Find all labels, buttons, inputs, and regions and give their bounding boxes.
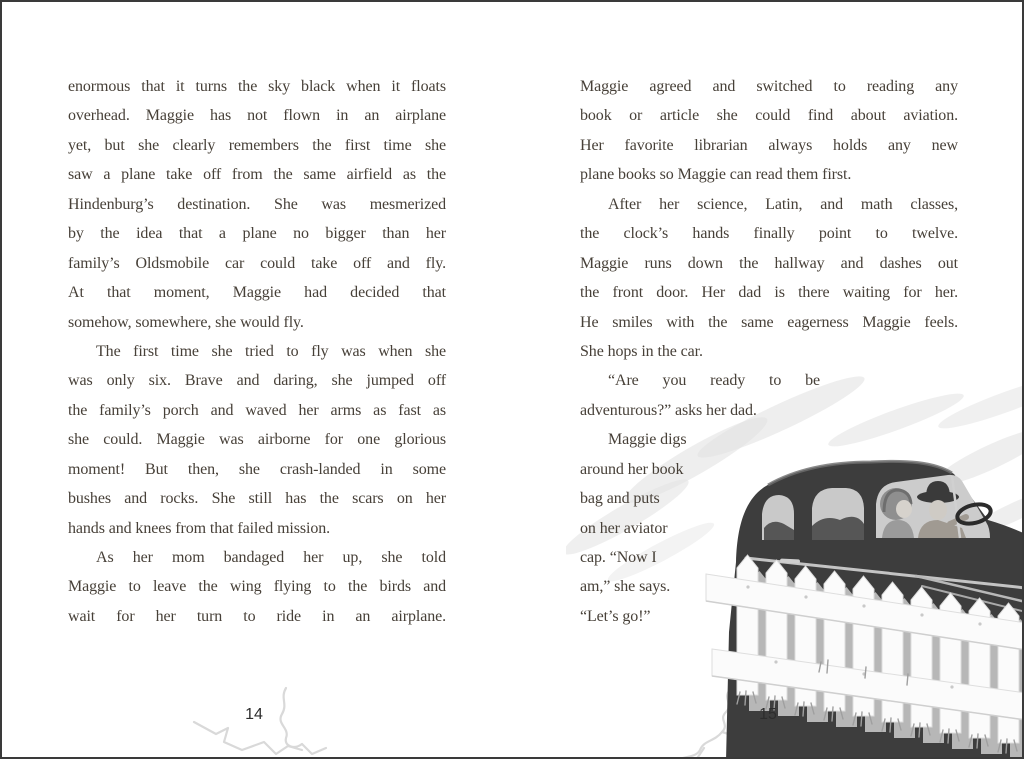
text-line: adventurous?” asks her dad. — [580, 401, 757, 419]
text-line: After her science, Latin, and math classes, — [608, 195, 958, 213]
text-line: enormous that it turns the sky black when it floats — [68, 78, 446, 95]
text-line: somehow, somewhere, she would fly. — [68, 313, 304, 331]
text-line: The first time she tried to fly was when she — [96, 342, 446, 360]
text-line: am,” she says. — [580, 578, 671, 596]
text-line: Her favorite librarian always holds any new — [580, 136, 958, 154]
text-line: wait for her turn to ride in an airplane. — [68, 607, 446, 625]
text-line: saw a plane take off from the same airfield as the — [68, 166, 446, 184]
text-line: was only six. Brave and daring, she jumped off — [68, 372, 446, 390]
text-line: plane books so Maggie can read them first. — [580, 166, 852, 184]
text-line: around her book — [580, 460, 684, 478]
text-line: she could. Maggie was airborne for one glorious — [68, 431, 446, 449]
text-line: Hindenburg’s destination. She was mesmerized — [68, 195, 446, 213]
right-page-text — [580, 72, 958, 631]
text-line: the family’s porch and waved her arms as fast as — [68, 401, 446, 419]
text-line: Maggie digs — [608, 431, 687, 449]
text-line: He smiles with the same eagerness Maggie feels. — [580, 313, 958, 331]
text-line: by the idea that a plane no bigger than her — [68, 225, 446, 243]
left-page-text — [68, 72, 446, 631]
text-line: hands and knees from that failed mission. — [68, 519, 331, 537]
text-line: Maggie to leave the wing flying to the birds and — [68, 578, 446, 596]
page-number-left: 14 — [245, 706, 263, 723]
text-line: “Are you ready to be — [608, 372, 820, 390]
text-line: book or article she could find about aviation. — [580, 107, 958, 125]
text-line: the front door. Her dad is there waiting for her. — [580, 284, 958, 302]
text-line: yet, but she clearly remembers the first time she — [68, 136, 446, 154]
text-line: bag and puts — [580, 490, 660, 508]
page-number-right: 15 — [759, 706, 777, 723]
text-line: As her mom bandaged her up, she told — [96, 549, 446, 566]
text-line: Maggie runs down the hallway and dashes out — [580, 254, 958, 272]
text-line: “Let’s go!” — [580, 607, 651, 625]
text-line: moment! But then, she crash-landed in some — [68, 460, 446, 478]
text-line: bushes and rocks. She still has the scars on her — [68, 490, 446, 508]
text-line: on her aviator — [580, 519, 668, 537]
text-line: At that moment, Maggie had decided that — [68, 284, 446, 302]
text-line: overhead. Maggie has not flown in an airplane — [68, 107, 446, 125]
text-line: the clock’s hands finally point to twelve. — [580, 225, 958, 243]
text-line: cap. “Now I — [580, 549, 657, 566]
text-line: She hops in the car. — [580, 342, 703, 360]
text-line: family’s Oldsmobile car could take off and fly. — [68, 254, 446, 272]
text-line: Maggie agreed and switched to reading any — [580, 78, 958, 95]
